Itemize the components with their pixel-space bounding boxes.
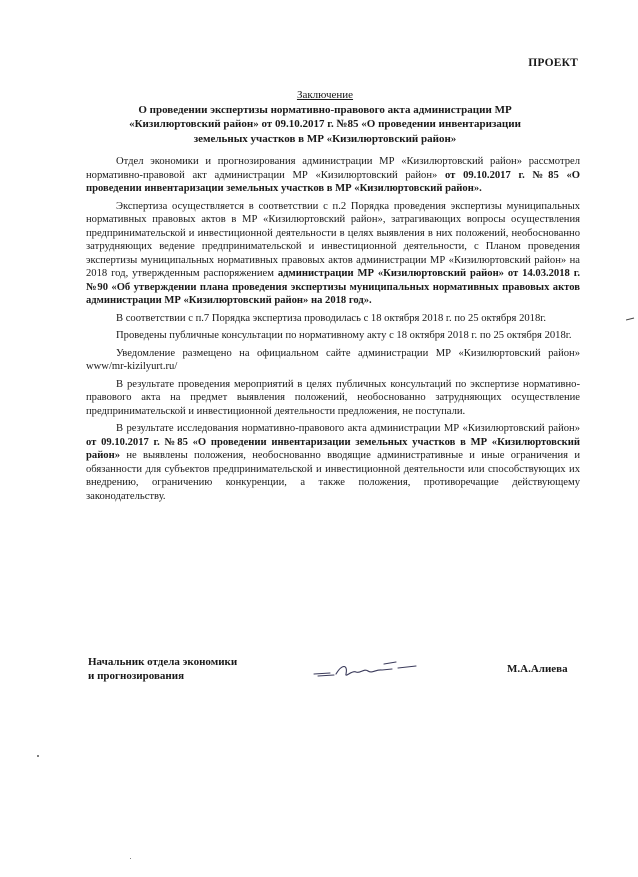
margin-mark: [626, 316, 636, 322]
paragraph-5: Уведомление размещено на официальном сайте администрации МР «Кизилюртовский район» www/mr-kizilyurt.ru/: [86, 347, 580, 372]
signatory-position-line-2: и прогнозирования: [88, 670, 185, 682]
paragraph-2: [86, 200, 580, 308]
paragraph-2-text: Экспертиза осуществляется в соответствии с п.2 Порядка проведения экспертизы муниципальных нормативных правовых актов в МР «Кизилюртовский район», затрагивающих вопросы осуществления предпринимательской и инвестиционной деятельности в целях выявления в них положений, необоснованно затрудняющих ведение предпринимательской и инвестиционной деятельности, с Планом проведения экспертизы муниципальных нормативных правовых актов администрации МР «Кизилюртовский район» на 2018 год, утвержденным распоряжением: [86, 200, 580, 279]
title-heading: Заключение: [296, 89, 354, 101]
paragraph-7-text: В результате исследования нормативно-правового акта администрации МР «Кизилюртовский район»: [116, 423, 580, 434]
document-title: [110, 88, 540, 146]
scan-speck: [130, 858, 131, 859]
paragraph-7: [86, 422, 580, 503]
paragraph-1-text: Отдел экономики и прогнозирования администрации МР «Кизилюртовский район» рассмотрел нормативно-правовой акт администрации МР «Кизилюртовский район»: [86, 156, 580, 181]
title-line-1: О проведении экспертизы нормативно-правового акта администрации МР: [138, 103, 512, 116]
signatory-position: [88, 655, 237, 683]
paragraph-1-bold: от 09.10.2017 г. №85 «О проведении инвентаризации земельных участков в МР «Кизилюртовский район».: [86, 169, 580, 194]
signatory-name: М.А.Алиева: [507, 663, 568, 675]
handwritten-signature: [312, 656, 422, 684]
document-body: [86, 155, 580, 507]
paragraph-7-tail: не выявлены положения, необоснованно вводящие административные и иные ограничения и обязанности для субъектов предпринимательской и инвестиционной деятельности или способствующих их внедрению, ограничению конкуренции, а также положения, противоречащие действующему законодательству.: [86, 450, 580, 502]
paragraph-7-bold: от 09.10.2017 г. №85 «О проведении инвентаризации земельных участков в МР «Кизилюртовский район»: [86, 436, 580, 461]
draft-stamp: ПРОЕКТ: [528, 57, 578, 69]
title-line-3: земельных участков в МР «Кизилюртовский район»: [193, 132, 457, 145]
signatory-position-line-1: Начальник отдела экономики: [88, 656, 238, 668]
title-line-2: «Кизилюртовский район» от 09.10.2017 г. №85 «О проведении инвентаризации: [129, 118, 521, 130]
paragraph-3: В соответствии с п.7 Порядка экспертиза проводилась с 18 октября 2018 г. по 25 октября 2018г.: [116, 312, 547, 324]
paragraph-4: Проведены публичные консультации по нормативному акту с 18 октября 2018 г. по 25 октября 2018г.: [116, 330, 572, 341]
paragraph-1: [86, 155, 580, 196]
paragraph-6: В результате проведения мероприятий в целях публичных консультаций по экспертизе нормативно-правового акта на предмет выявления положений, необоснованно затрудняющих осуществление предпринимательской и инвестиционной деятельности предложения, не поступали.: [86, 378, 580, 417]
scan-speck: [37, 755, 39, 757]
paragraph-2-bold: администрации МР «Кизилюртовский район» от 14.03.2018 г. №90 «Об утверждении плана проведения экспертизы муниципальных нормативных правовых актов администрации МР «Кизилюртовский район» на 2018 год».: [86, 268, 581, 306]
